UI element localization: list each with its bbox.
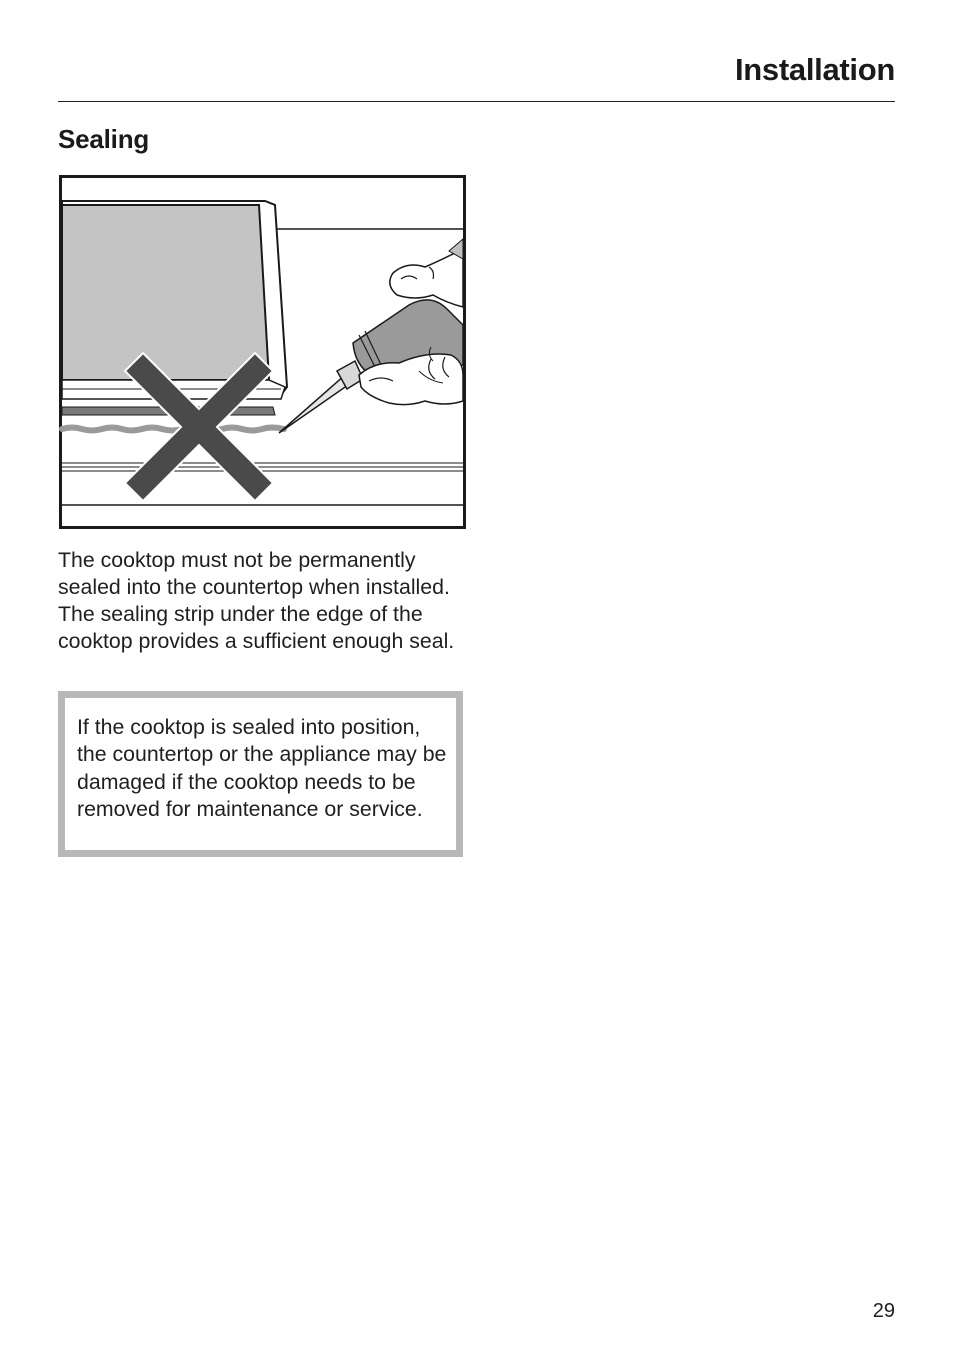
warning-note-text: If the cooktop is sealed into position, the countertop or the appliance may be damaged if the cooktop needs to be removed for maintenance or service.: [77, 715, 447, 822]
page-header: [58, 50, 895, 102]
page-number: 29: [872, 1300, 895, 1322]
sealing-illustration: [59, 175, 466, 529]
warning-note-box: [58, 691, 463, 857]
section-heading: Sealing: [58, 124, 150, 154]
page-title: Installation: [734, 52, 895, 87]
body-paragraph: The cooktop must not be permanently sealed into the countertop when installed. The sealing strip under the edge of the cooktop provides a sufficient enough seal.: [58, 548, 455, 653]
